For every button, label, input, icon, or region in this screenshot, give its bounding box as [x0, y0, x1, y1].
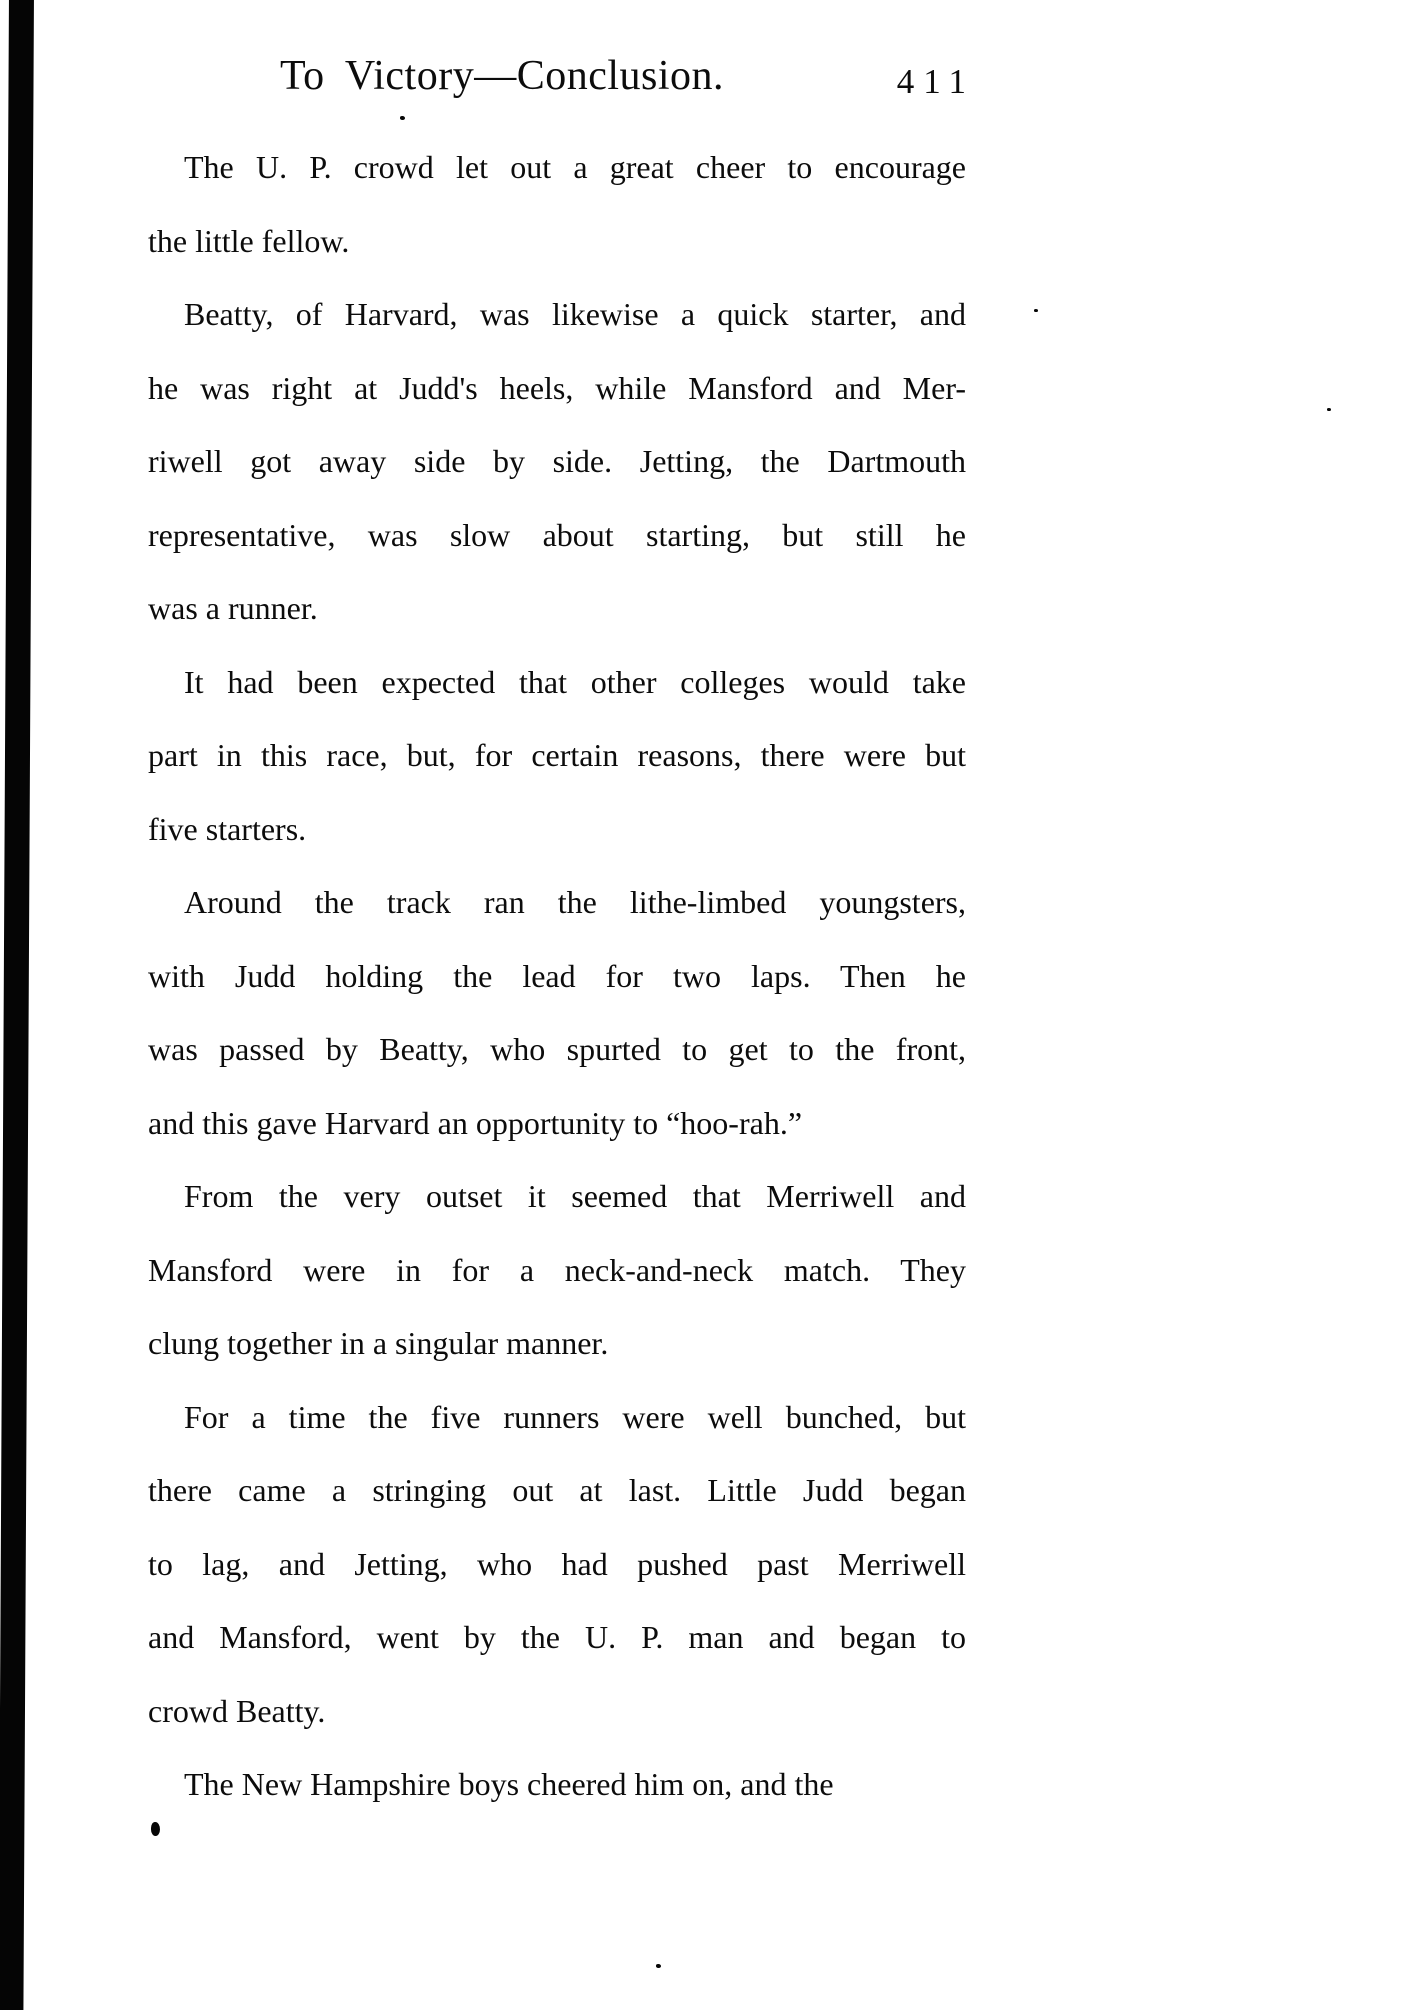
text-line: part in this race, but, for certain reasons, there were but: [148, 737, 966, 773]
text-line: riwell got away side by side. Jetting, the Dartmouth: [148, 443, 966, 479]
text-line: to lag, and Jetting, who had pushed past Merriwell: [148, 1545, 966, 1582]
scan-binding-edge: [0, 0, 34, 2010]
text-line: Mansford were in for a neck-and-neck match. They: [148, 1251, 966, 1288]
ink-speck: [151, 1822, 160, 1836]
text-line: From the very outset it seemed that Merriwell and: [184, 1178, 966, 1214]
text-line: The U. P. crowd let out a great cheer to encourage: [184, 149, 966, 185]
text-line: the little fellow.: [148, 222, 350, 259]
text-line: with Judd holding the lead for two laps. Then he: [148, 957, 966, 994]
ink-speck: [1034, 309, 1038, 312]
page-header: [148, 46, 975, 110]
text-line: and Mansford, went by the U. P. man and began to: [148, 1619, 966, 1655]
page-number: 411: [896, 62, 975, 101]
text-line: crowd Beatty.: [148, 1692, 326, 1729]
text-line: he was right at Judd's heels, while Mansford and Mer-: [148, 369, 966, 406]
ink-speck: [400, 116, 405, 120]
ink-speck: [1327, 408, 1331, 411]
text-line: five starters.: [148, 810, 307, 847]
page-text: [148, 131, 966, 1822]
text-line: For a time the five runners were well bunched, but: [184, 1398, 966, 1435]
text-line: Beatty, of Harvard, was likewise a quick starter, and: [184, 296, 966, 332]
text-line: The New Hampshire boys cheered him on, and the: [184, 1766, 834, 1802]
text-line: It had been expected that other colleges would take: [184, 663, 966, 700]
ink-speck: [656, 1964, 661, 1968]
text-line: there came a stringing out at last. Little Judd began: [148, 1472, 966, 1508]
chapter-title: To Victory—Conclusion.: [279, 53, 725, 99]
text-line: clung together in a singular manner.: [148, 1325, 609, 1361]
text-line: was a runner.: [148, 590, 318, 626]
text-line: and this gave Harvard an opportunity to “hoo-rah.”: [148, 1104, 803, 1141]
text-line: representative, was slow about starting, but still he: [148, 516, 966, 553]
text-line: Around the track ran the lithe-limbed youngsters,: [184, 884, 966, 920]
text-line: was passed by Beatty, who spurted to get to the front,: [148, 1031, 966, 1067]
